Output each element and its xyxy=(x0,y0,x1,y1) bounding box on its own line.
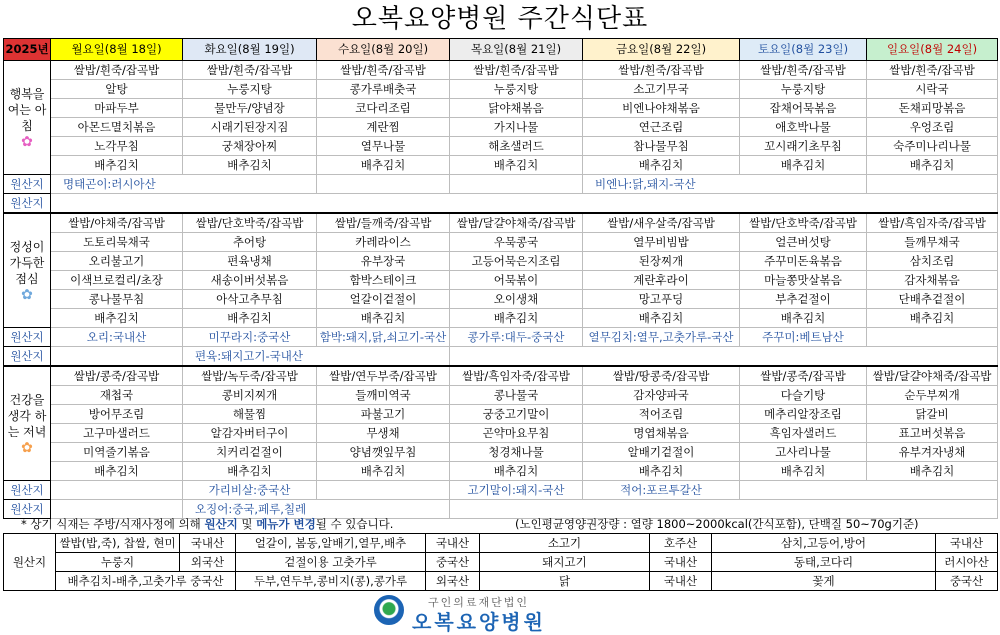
menu-item: 감자양파국 xyxy=(583,386,740,405)
menu-item: 배추김치 xyxy=(740,156,867,175)
menu-item: 가지나물 xyxy=(450,118,583,137)
menu-item: 우묵콩국 xyxy=(450,233,583,252)
menu-item: 흑임자샐러드 xyxy=(740,424,867,443)
menu-item: 카레라이스 xyxy=(317,233,450,252)
menu-item: 마늘쫑맛살볶음 xyxy=(740,271,867,290)
menu-item: 누룽지탕 xyxy=(183,80,317,99)
origin-note: 가리비살:중국산 xyxy=(183,481,317,500)
menu-item: 배추김치 xyxy=(740,462,867,481)
origin-note xyxy=(450,347,998,367)
menu-row xyxy=(4,156,998,175)
menu-item: 쌀밥/흰죽/잡곡밥 xyxy=(583,61,740,80)
menu-item: 함박스테이크 xyxy=(317,271,450,290)
menu-item: 배추김치 xyxy=(317,462,450,481)
origin-summary-row xyxy=(4,572,998,591)
origin-note xyxy=(867,175,998,194)
menu-item: 쌀밥/녹두죽/잡곡밥 xyxy=(183,366,317,386)
menu-item: 순두부찌개 xyxy=(867,386,998,405)
menu-row xyxy=(4,366,998,386)
menu-item: 소고기무국 xyxy=(583,80,740,99)
menu-item: 해초샐러드 xyxy=(450,137,583,156)
origin-note xyxy=(450,175,583,194)
origin-summary-cell: 중국산 xyxy=(426,553,480,572)
menu-item: 배추김치 xyxy=(583,156,740,175)
menu-item: 콩나물국 xyxy=(450,386,583,405)
origin-summary-cell: 국내산 xyxy=(180,534,236,553)
menu-row xyxy=(4,386,998,405)
menu-item: 배추김치 xyxy=(183,309,317,328)
menu-item: 무생채 xyxy=(317,424,450,443)
menu-item: 콩가루배춧국 xyxy=(317,80,450,99)
menu-item: 마파두부 xyxy=(51,99,183,118)
menu-item: 감자채볶음 xyxy=(867,271,998,290)
origin-note: 함박:돼지,닭,쇠고기-국산 xyxy=(317,328,450,347)
origin-row xyxy=(4,328,998,347)
menu-item: 계란찜 xyxy=(317,118,450,137)
menu-item: 오리불고기 xyxy=(51,252,183,271)
menu-item: 유부장국 xyxy=(317,252,450,271)
weekly-menu-table xyxy=(3,38,998,519)
menu-item: 쌀밥/흑임자죽/잡곡밥 xyxy=(450,366,583,386)
origin-note xyxy=(317,481,450,500)
menu-item: 배추김치 xyxy=(317,309,450,328)
menu-item: 적어조림 xyxy=(583,405,740,424)
day-header: 토요일(8월 23일) xyxy=(740,39,867,61)
menu-item: 재첩국 xyxy=(51,386,183,405)
menu-item: 누룽지탕 xyxy=(740,80,867,99)
menu-item: 양념깻잎무침 xyxy=(317,443,450,462)
menu-row xyxy=(4,233,998,252)
menu-item: 메추리알장조림 xyxy=(740,405,867,424)
menu-item: 애호박나물 xyxy=(740,118,867,137)
origin-row xyxy=(4,175,998,194)
menu-item: 고등어묵은지조림 xyxy=(450,252,583,271)
day-header: 목요일(8월 21일) xyxy=(450,39,583,61)
logo-subtitle: 구인의료재단법인 xyxy=(428,596,530,609)
origin-summary-cell: 국내산 xyxy=(426,534,480,553)
menu-item: 물만두/양념장 xyxy=(183,99,317,118)
menu-item: 노각무침 xyxy=(51,137,183,156)
menu-item: 주꾸미돈육볶음 xyxy=(740,252,867,271)
menu-item: 고구마샐러드 xyxy=(51,424,183,443)
origin-summary-cell: 배추김치-배추,고춧가루 중국산 xyxy=(56,572,236,591)
menu-item: 들깨무채국 xyxy=(867,233,998,252)
origin-note: 비엔나:닭,돼지-국산 xyxy=(583,175,867,194)
menu-item: 숙주미나리나물 xyxy=(867,137,998,156)
menu-item: 배추김치 xyxy=(450,156,583,175)
menu-item: 닭갈비 xyxy=(867,405,998,424)
menu-item: 쌀밥/흰죽/잡곡밥 xyxy=(867,61,998,80)
origin-note xyxy=(51,481,183,500)
menu-item: 치커리겉절이 xyxy=(183,443,317,462)
origin-row xyxy=(4,481,998,500)
menu-item: 닭야채볶음 xyxy=(450,99,583,118)
origin-summary-cell: 외국산 xyxy=(426,572,480,591)
origin-note xyxy=(740,481,998,500)
origin-note xyxy=(51,347,183,367)
origin-note xyxy=(51,194,998,214)
origin-note xyxy=(867,328,998,347)
menu-row xyxy=(4,309,998,328)
menu-row xyxy=(4,61,998,80)
origin-summary-label: 원산지 xyxy=(4,534,56,591)
menu-item: 쌀밥/단호박죽/잡곡밥 xyxy=(740,213,867,233)
menu-item: 배추김치 xyxy=(450,309,583,328)
menu-item: 배추김치 xyxy=(867,462,998,481)
menu-item: 쌀밥/땅콩죽/잡곡밥 xyxy=(583,366,740,386)
menu-item: 시래기된장지짐 xyxy=(183,118,317,137)
menu-item: 배추김치 xyxy=(183,462,317,481)
menu-item: 배추김치 xyxy=(51,462,183,481)
menu-item: 배추김치 xyxy=(867,309,998,328)
menu-row xyxy=(4,118,998,137)
day-header: 수요일(8월 20일) xyxy=(317,39,450,61)
menu-item: 배추김치 xyxy=(51,309,183,328)
origin-summary-row xyxy=(4,553,998,572)
menu-item: 쌀밥/들깨죽/잡곡밥 xyxy=(317,213,450,233)
day-header-row xyxy=(4,39,998,61)
origin-summary-cell: 국내산 xyxy=(936,534,998,553)
origin-note: 오리:국내산 xyxy=(51,328,183,347)
origin-table xyxy=(3,533,998,591)
meal-label xyxy=(4,366,51,481)
menu-item: 쌀밥/달걀야채죽/잡곡밥 xyxy=(867,366,998,386)
menu-item: 우엉조림 xyxy=(867,118,998,137)
origin-summary-cell: 러시아산 xyxy=(936,553,998,572)
menu-item: 알감자버터구이 xyxy=(183,424,317,443)
menu-item: 배추김치 xyxy=(450,462,583,481)
menu-item: 참나물무침 xyxy=(583,137,740,156)
menu-item: 다슬기탕 xyxy=(740,386,867,405)
menu-row xyxy=(4,424,998,443)
menu-item: 청경채나물 xyxy=(450,443,583,462)
change-notice: * 상기 식재는 주방/식재사정에 의해 원산지 및 메뉴가 변경될 수 있습니다. xyxy=(21,517,394,531)
menu-row xyxy=(4,290,998,309)
menu-item: 계란후라이 xyxy=(583,271,740,290)
menu-item: 쌀밥/야채죽/잡곡밥 xyxy=(51,213,183,233)
flower-icon: ✿ xyxy=(21,439,33,456)
origin-summary-cell: 호주산 xyxy=(650,534,712,553)
origin-note: 적어:포르투갈산 xyxy=(583,481,740,500)
origin-summary-cell: 겉절이용 고춧가루 xyxy=(236,553,426,572)
flower-icon: ✿ xyxy=(21,286,33,303)
origin-summary-cell: 닭 xyxy=(480,572,650,591)
menu-item: 망고푸딩 xyxy=(583,290,740,309)
menu-item: 배추김치 xyxy=(867,156,998,175)
menu-item: 코다리조림 xyxy=(317,99,450,118)
menu-item: 파불고기 xyxy=(317,405,450,424)
notice-line xyxy=(3,515,997,533)
menu-item: 배추김치 xyxy=(317,156,450,175)
menu-item: 콩나물무침 xyxy=(51,290,183,309)
origin-note: 열무김치:열무,고춧가루-국산 xyxy=(583,328,740,347)
origin-summary-cell: 누룽지 xyxy=(56,553,180,572)
menu-item: 배추김치 xyxy=(583,309,740,328)
menu-row xyxy=(4,137,998,156)
meal-label xyxy=(4,213,51,328)
menu-item: 돈채피망볶음 xyxy=(867,99,998,118)
menu-item: 쌀밥/달걀야채죽/잡곡밥 xyxy=(450,213,583,233)
origin-summary-cell: 얼갈이, 봄동,알배기,열무,배추 xyxy=(236,534,426,553)
menu-item: 궁채장아찌 xyxy=(183,137,317,156)
menu-item: 고사리나물 xyxy=(740,443,867,462)
meal-name: 건강을 생각 하는 저녁 xyxy=(7,392,47,439)
day-header: 일요일(8월 24일) xyxy=(867,39,998,61)
year-cell: 2025년 xyxy=(4,39,51,61)
menu-item: 비엔나야채볶음 xyxy=(583,99,740,118)
menu-item: 아삭고추무침 xyxy=(183,290,317,309)
origin-note: 미꾸라지:중국산 xyxy=(183,328,317,347)
menu-item: 얼갈이겉절이 xyxy=(317,290,450,309)
meal-name: 행복을 여는 아침 xyxy=(7,86,47,133)
menu-item: 곤약마요무침 xyxy=(450,424,583,443)
menu-item: 열무비빔밥 xyxy=(583,233,740,252)
origin-label: 원산지 xyxy=(4,481,51,500)
menu-item: 쌀밥/흰죽/잡곡밥 xyxy=(450,61,583,80)
day-header: 금요일(8월 22일) xyxy=(583,39,740,61)
menu-item: 배추김치 xyxy=(740,309,867,328)
logo-name: 오복요양병원 xyxy=(412,610,546,634)
origin-label: 원산지 xyxy=(4,500,51,519)
origin-note: 콩가루:대두-중국산 xyxy=(450,328,583,347)
menu-item: 꼬시래기초무침 xyxy=(740,137,867,156)
origin-label: 원산지 xyxy=(4,175,51,194)
origin-label: 원산지 xyxy=(4,328,51,347)
menu-item: 편육냉채 xyxy=(183,252,317,271)
menu-item: 미역줄기볶음 xyxy=(51,443,183,462)
menu-item: 콩비지찌개 xyxy=(183,386,317,405)
menu-row xyxy=(4,405,998,424)
menu-row xyxy=(4,271,998,290)
menu-item: 열무나물 xyxy=(317,137,450,156)
menu-row xyxy=(4,462,998,481)
day-header: 화요일(8월 19일) xyxy=(183,39,317,61)
origin-summary-cell: 동태,코다리 xyxy=(712,553,936,572)
menu-item: 된장찌개 xyxy=(583,252,740,271)
origin-summary-cell: 외국산 xyxy=(180,553,236,572)
hospital-logo xyxy=(370,594,630,634)
origin-note: 편육:돼지고기-국내산 xyxy=(183,347,450,367)
menu-item: 쌀밥/연두부죽/잡곡밥 xyxy=(317,366,450,386)
menu-item: 궁중고기말이 xyxy=(450,405,583,424)
page-title: 오복요양병원 주간식단표 xyxy=(351,4,649,34)
menu-item: 쌀밥/새우살죽/잡곡밥 xyxy=(583,213,740,233)
menu-item: 쌀밥/흑임자죽/잡곡밥 xyxy=(867,213,998,233)
menu-item: 쌀밥/콩죽/잡곡밥 xyxy=(51,366,183,386)
menu-row xyxy=(4,443,998,462)
menu-item: 쌀밥/흰죽/잡곡밥 xyxy=(183,61,317,80)
menu-item: 연근조림 xyxy=(583,118,740,137)
menu-row xyxy=(4,80,998,99)
menu-item: 추어탕 xyxy=(183,233,317,252)
origin-label: 원산지 xyxy=(4,347,51,367)
day-header: 월요일(8월 18일) xyxy=(51,39,183,61)
menu-item: 배추김치 xyxy=(51,156,183,175)
origin-summary-cell: 돼지고기 xyxy=(480,553,650,572)
hospital-emblem-icon xyxy=(374,595,404,625)
menu-item: 삼치조림 xyxy=(867,252,998,271)
menu-item: 배추김치 xyxy=(183,156,317,175)
menu-item: 해물찜 xyxy=(183,405,317,424)
origin-summary-cell: 국내산 xyxy=(650,553,712,572)
meal-label xyxy=(4,61,51,175)
menu-item: 배추김치 xyxy=(583,462,740,481)
menu-item: 오이생채 xyxy=(450,290,583,309)
origin-summary-cell: 쌀밥(밥,죽), 찹쌀, 현미 xyxy=(56,534,180,553)
origin-summary-cell: 중국산 xyxy=(936,572,998,591)
menu-item: 방어무조림 xyxy=(51,405,183,424)
menu-item: 아몬드멸치볶음 xyxy=(51,118,183,137)
origin-summary-cell: 삼치,고등어,방어 xyxy=(712,534,936,553)
menu-row xyxy=(4,99,998,118)
menu-item: 시락국 xyxy=(867,80,998,99)
menu-item: 얼큰버섯탕 xyxy=(740,233,867,252)
menu-item: 어묵볶이 xyxy=(450,271,583,290)
origin-summary-cell: 두부,연두부,콩비지(콩),콩가루 xyxy=(236,572,426,591)
menu-item: 도토리묵채국 xyxy=(51,233,183,252)
menu-item: 누룽지탕 xyxy=(450,80,583,99)
menu-item: 쌀밥/단호박죽/잡곡밥 xyxy=(183,213,317,233)
menu-item: 명엽채볶음 xyxy=(583,424,740,443)
origin-note: 오징어:중국,페루,칠레 xyxy=(183,500,450,519)
flower-icon: ✿ xyxy=(21,133,33,150)
menu-row xyxy=(4,252,998,271)
nutrition-notice: (노인평균영양권장량 : 열량 1800~2000kcal(간식포함), 단백질 50~70g기준) xyxy=(515,517,919,531)
meal-name: 정성이 가득한 점심 xyxy=(9,239,45,286)
origin-summary-cell: 꽃게 xyxy=(712,572,936,591)
menu-row xyxy=(4,213,998,233)
origin-summary-cell: 소고기 xyxy=(480,534,650,553)
menu-item: 이색브로컬리/초장 xyxy=(51,271,183,290)
origin-note: 명태곤이:러시아산 xyxy=(51,175,317,194)
origin-note: 고기말이:돼지-국산 xyxy=(450,481,583,500)
menu-item: 쌀밥/콩죽/잡곡밥 xyxy=(740,366,867,386)
menu-item: 잡채어묵볶음 xyxy=(740,99,867,118)
menu-item: 알배기겉절이 xyxy=(583,443,740,462)
menu-item: 단배추겉절이 xyxy=(867,290,998,309)
menu-item: 새송이버섯볶음 xyxy=(183,271,317,290)
menu-item: 들깨미역국 xyxy=(317,386,450,405)
origin-note: 주꾸미:베트남산 xyxy=(740,328,867,347)
origin-row xyxy=(4,347,998,367)
origin-label: 원산지 xyxy=(4,194,51,214)
menu-item: 유부겨자냉채 xyxy=(867,443,998,462)
menu-item: 부추겉절이 xyxy=(740,290,867,309)
menu-item: 표고버섯볶음 xyxy=(867,424,998,443)
origin-summary-row xyxy=(4,534,998,553)
menu-item: 알탕 xyxy=(51,80,183,99)
menu-item: 쌀밥/흰죽/잡곡밥 xyxy=(740,61,867,80)
origin-summary-cell: 국내산 xyxy=(650,572,712,591)
menu-item: 쌀밥/흰죽/잡곡밥 xyxy=(317,61,450,80)
menu-item: 쌀밥/흰죽/잡곡밥 xyxy=(51,61,183,80)
origin-row xyxy=(4,194,998,214)
origin-note xyxy=(317,175,450,194)
